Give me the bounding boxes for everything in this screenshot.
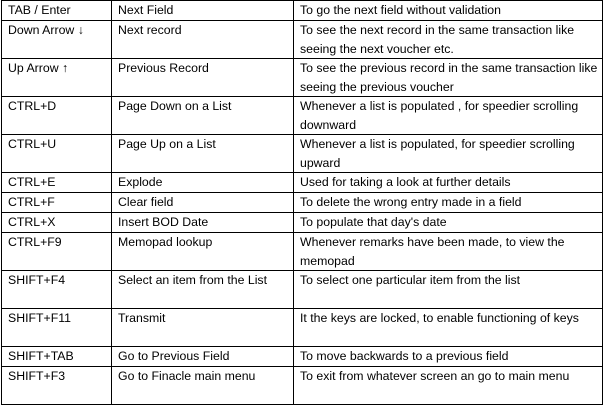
key-cell: SHIFT+TAB	[2, 347, 112, 367]
description-cell: Whenever remarks have been made, to view the memopad	[294, 233, 603, 271]
action-cell: Previous Record	[112, 59, 294, 97]
action-cell: Go to Finacle main menu	[112, 367, 294, 405]
description-cell: To see the previous record in the same transaction like seeing the previous voucher	[294, 59, 603, 97]
key-cell: CTRL+U	[2, 135, 112, 173]
key-cell: CTRL+F	[2, 193, 112, 213]
table-row	[2, 347, 603, 367]
table-row	[2, 135, 603, 173]
description-cell: To move backwards to a previous field	[294, 347, 603, 367]
description-cell: To select one particular item from the list	[294, 271, 603, 309]
action-cell: Page Up on a List	[112, 135, 294, 173]
description-cell: To exit from whatever screen an go to main menu	[294, 367, 603, 405]
description-cell: Whenever a list is populated, for speedier scrolling upward	[294, 135, 603, 173]
table-row	[2, 97, 603, 135]
action-cell: Explode	[112, 173, 294, 193]
action-cell: Insert BOD Date	[112, 213, 294, 233]
action-cell: Transmit	[112, 309, 294, 347]
description-cell: It the keys are locked, to enable functioning of keys	[294, 309, 603, 347]
description-cell: Used for taking a look at further details	[294, 173, 603, 193]
key-cell: Up Arrow ↑	[2, 59, 112, 97]
action-cell: Memopad lookup	[112, 233, 294, 271]
table-row	[2, 213, 603, 233]
description-cell: To go the next field without validation	[294, 1, 603, 21]
table-row	[2, 173, 603, 193]
key-cell: SHIFT+F4	[2, 271, 112, 309]
table-row	[2, 271, 603, 309]
key-cell: SHIFT+F11	[2, 309, 112, 347]
action-cell: Clear field	[112, 193, 294, 213]
action-cell: Select an item from the List	[112, 271, 294, 309]
key-cell: SHIFT+F3	[2, 367, 112, 405]
action-cell: Next record	[112, 21, 294, 59]
table-row	[2, 59, 603, 97]
table-row	[2, 21, 603, 59]
description-cell: To populate that day's date	[294, 213, 603, 233]
description-cell: Whenever a list is populated , for speedier scrolling downward	[294, 97, 603, 135]
table-row	[2, 1, 603, 21]
key-cell: CTRL+F9	[2, 233, 112, 271]
table-row	[2, 233, 603, 271]
key-cell: CTRL+X	[2, 213, 112, 233]
action-cell: Go to Previous Field	[112, 347, 294, 367]
description-cell: To see the next record in the same transaction like seeing the next voucher etc.	[294, 21, 603, 59]
table-row	[2, 367, 603, 405]
action-cell: Page Down on a List	[112, 97, 294, 135]
key-cell: CTRL+E	[2, 173, 112, 193]
table-row	[2, 309, 603, 347]
description-cell: To delete the wrong entry made in a field	[294, 193, 603, 213]
key-cell: TAB / Enter	[2, 1, 112, 21]
action-cell: Next Field	[112, 1, 294, 21]
key-cell: CTRL+D	[2, 97, 112, 135]
key-cell: Down Arrow ↓	[2, 21, 112, 59]
table-row	[2, 193, 603, 213]
shortcut-table	[1, 0, 603, 405]
